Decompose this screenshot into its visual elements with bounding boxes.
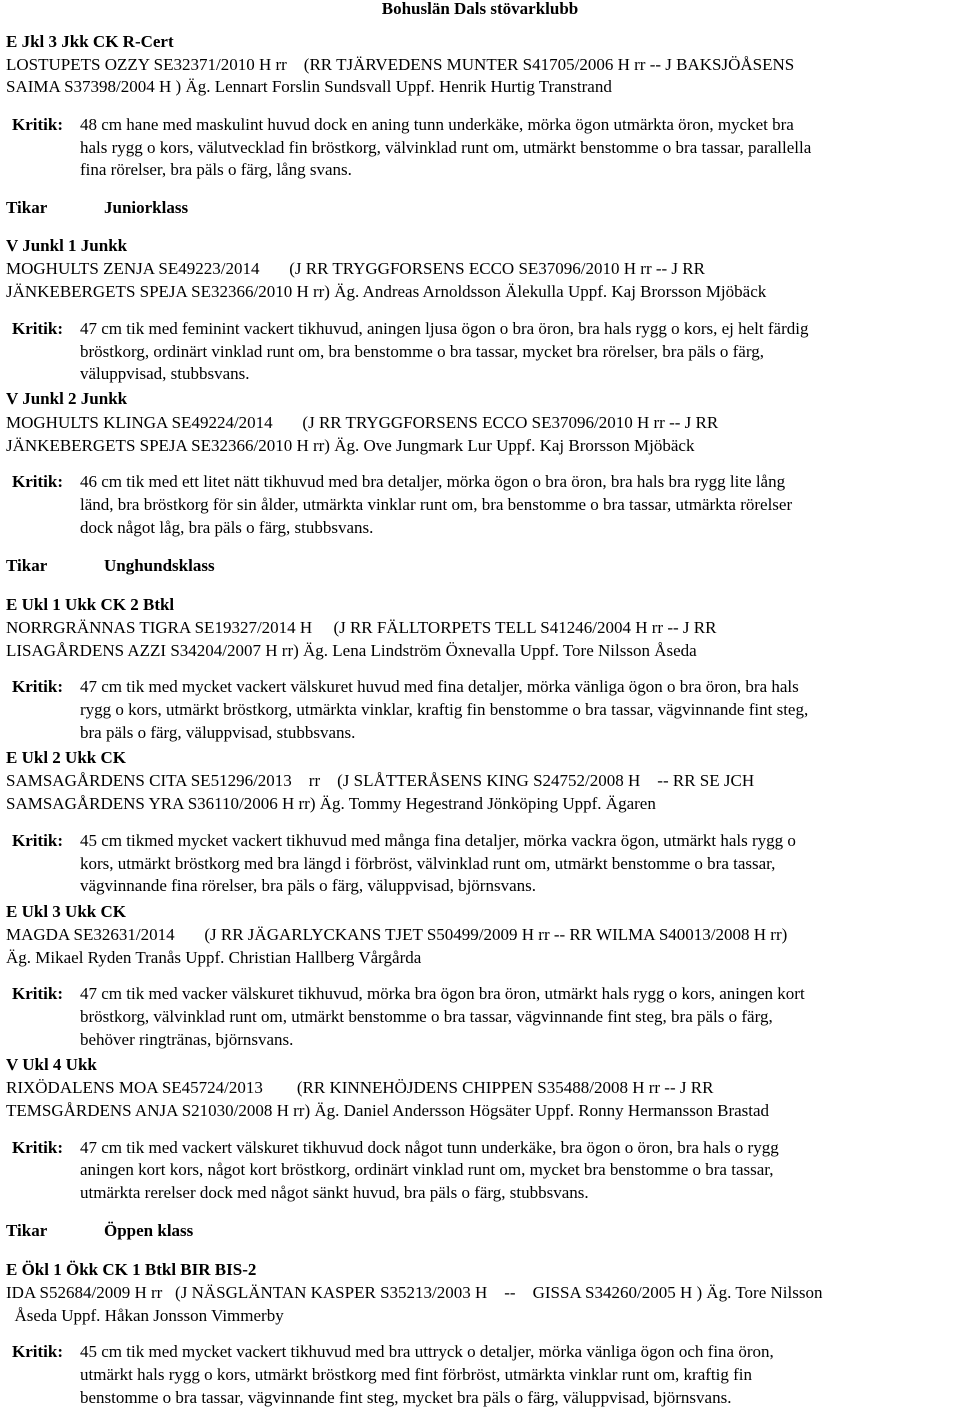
entry-award: V Junkl 1 Junkk bbox=[6, 236, 128, 255]
section-title: Öppen klass bbox=[104, 1221, 194, 1240]
entry-pedigree-line: SAMSAGÅRDENS CITA SE51296/2013 rr (J SLÅTTERÅSENS KING S24752/2008 H -- RR SE JCH bbox=[6, 771, 755, 790]
entry-pedigree-line: LOSTUPETS OZZY SE32371/2010 H rr (RR TJÄRVEDENS MUNTER S41705/2006 H rr -- J BAKSJÖÅSENS bbox=[6, 55, 795, 74]
entry-award: E Ukl 1 Ukk CK 2 Btkl bbox=[6, 595, 175, 614]
kritik-label: Kritik: bbox=[12, 1138, 63, 1157]
entry-pedigree-line: LISAGÅRDENS AZZI S34204/2007 H rr) Äg. Lena Lindström Öxnevalla Uppf. Tore Nilsson Åseda bbox=[6, 641, 697, 660]
kritik-line: utmärkt hals rygg o kors, utmärkt bröstkorg med fint förbröst, utmärkta vinklar runt om, kraftig fin bbox=[80, 1365, 753, 1384]
entry-pedigree-line: MAGDA SE32631/2014 (J RR JÄGARLYCKANS TJET S50499/2009 H rr -- RR WILMA S40013/2008 H rr) bbox=[6, 925, 788, 944]
kritik-label: Kritik: bbox=[12, 677, 63, 696]
section-label: Tikar bbox=[6, 1221, 48, 1240]
entry-award: E Ökl 1 Ökk CK 1 Btkl BIR BIS-2 bbox=[6, 1260, 257, 1279]
kritik-label: Kritik: bbox=[12, 472, 63, 491]
entry-award: E Jkl 3 Jkk CK R-Cert bbox=[6, 32, 174, 51]
entry-pedigree-line: TEMSGÅRDENS ANJA S21030/2008 H rr) Äg. Daniel Andersson Högsäter Uppf. Ronny Hermansson Brastad bbox=[6, 1101, 770, 1120]
kritik-line: 45 cm tikmed mycket vackert tikhuvud med många fina detaljer, mörka vackra ögon, utmärkt hals rygg o bbox=[80, 831, 796, 850]
kritik-line: hals rygg o kors, välutvecklad fin bröstkorg, välvinklad runt om, utmärkt benstomme o bra tassar, parallella bbox=[80, 138, 812, 157]
kritik-line: fina rörelser, bra päls o färg, lång svans. bbox=[80, 160, 352, 179]
entry-pedigree-line: MOGHULTS KLINGA SE49224/2014 (J RR TRYGGFORSENS ECCO SE37096/2010 H rr -- J RR bbox=[6, 413, 719, 432]
kritik-line: väluppvisad, stubbsvans. bbox=[80, 364, 250, 383]
entry-pedigree-line: NORRGRÄNNAS TIGRA SE19327/2014 H (J RR FÄLLTORPETS TELL S41246/2004 H rr -- J RR bbox=[6, 618, 717, 637]
kritik-line: 46 cm tik med ett litet nätt tikhuvud med bra detaljer, mörka ögon o bra öron, bra hals bra rygg lite lång bbox=[80, 472, 786, 491]
kritik-line: bröstkorg, välvinklad runt om, utmärkt benstomme o bra tassar, vägvinnande fint steg, bra päls o färg, bbox=[80, 1007, 773, 1026]
entry-award: E Ukl 3 Ukk CK bbox=[6, 902, 126, 921]
entry-award: E Ukl 2 Ukk CK bbox=[6, 748, 126, 767]
entry-award: V Ukl 4 Ukk bbox=[6, 1055, 97, 1074]
kritik-line: benstomme o bra tassar, vägvinnande fint steg, mycket bra päls o färg, väluppvisad, björnsvans. bbox=[80, 1388, 732, 1407]
kritik-label: Kritik: bbox=[12, 1342, 63, 1361]
kritik-label: Kritik: bbox=[12, 831, 63, 850]
kritik-line: rygg o kors, utmärkt bröstkorg, utmärkta vinklar, kraftig fin benstomme o bra tassar, vägvinnande fint steg, bbox=[80, 700, 809, 719]
kritik-line: bra päls o färg, väluppvisad, stubbsvans. bbox=[80, 723, 356, 742]
entry-pedigree-line: MOGHULTS ZENJA SE49223/2014 (J RR TRYGGFORSENS ECCO SE37096/2010 H rr -- J RR bbox=[6, 259, 705, 278]
kritik-label: Kritik: bbox=[12, 319, 63, 338]
entry-pedigree-line: Åseda Uppf. Håkan Jonsson Vimmerby bbox=[6, 1306, 284, 1325]
section-label: Tikar bbox=[6, 556, 48, 575]
kritik-line: 47 cm tik med mycket vackert välskuret huvud med fina detaljer, mörka vänliga ögon o bra öron, bra hals bbox=[80, 677, 799, 696]
entry-pedigree-line: JÄNKEBERGETS SPEJA SE32366/2010 H rr) Äg. Ove Jungmark Lur Uppf. Kaj Brorsson Mjöbäck bbox=[6, 436, 695, 455]
entry-award: V Junkl 2 Junkk bbox=[6, 389, 128, 408]
kritik-line: dock något låg, bra päls o färg, stubbsvans. bbox=[80, 518, 374, 537]
entry-pedigree-line: SAMSAGÅRDENS YRA S36110/2006 H rr) Äg. Tommy Hegestrand Jönköping Uppf. Ägaren bbox=[6, 794, 656, 813]
section-label: Tikar bbox=[6, 198, 48, 217]
kritik-line: vägvinnande fina rörelser, bra päls o färg, väluppvisad, björnsvans. bbox=[80, 876, 536, 895]
kritik-line: bröstkorg, ordinärt vinklad runt om, bra benstomme o bra tassar, mycket bra rörelser, bra päls o färg, bbox=[80, 342, 764, 361]
kritik-line: utmärkta rerelser dock med något sänkt huvud, bra päls o färg, stubbsvans. bbox=[80, 1183, 589, 1202]
club-title: Bohuslän Dals stövarklubb bbox=[381, 0, 579, 18]
entry-pedigree-line: JÄNKEBERGETS SPEJA SE32366/2010 H rr) Äg. Andreas Arnoldsson Älekulla Uppf. Kaj Brorsson Mjöbäck bbox=[6, 282, 767, 301]
kritik-line: aningen kort kors, något kort bröstkorg, ordinärt vinklad runt om, mycket bra benstomme o bra tassar, bbox=[80, 1160, 774, 1179]
kritik-label: Kritik: bbox=[12, 984, 63, 1003]
kritik-line: 48 cm hane med maskulint huvud dock en aning tunn underkäke, mörka ögon utmärkta öron, mycket bra bbox=[80, 115, 794, 134]
section-title: Juniorklass bbox=[104, 198, 189, 217]
kritik-line: 47 cm tik med feminint vackert tikhuvud, aningen ljusa ögon o bra öron, bra hals rygg o kors, ej helt färdig bbox=[80, 319, 809, 338]
kritik-line: 47 cm tik med vackert välskuret tikhuvud dock något tunn underkäke, bra ögon o öron, bra hals o rygg bbox=[80, 1138, 779, 1157]
entry-pedigree-line: Äg. Mikael Ryden Tranås Uppf. Christian Hallberg Vårgårda bbox=[6, 948, 422, 967]
kritik-line: kors, utmärkt bröstkorg med bra längd i förbröst, välvinklad runt om, utmärkt benstomme o bra tassar, bbox=[80, 854, 776, 873]
entry-pedigree-line: SAIMA S37398/2004 H ) Äg. Lennart Forslin Sundsvall Uppf. Henrik Hurtig Transtrand bbox=[6, 77, 612, 96]
kritik-line: 45 cm tik med mycket vackert tikhuvud med bra uttryck o detaljer, mörka vänliga ögon och fina öron, bbox=[80, 1342, 774, 1361]
kritik-line: behöver ringtränas, björnsvans. bbox=[80, 1030, 294, 1049]
kritik-line: 47 cm tik med vacker välskuret tikhuvud, mörka bra ögon bra öron, utmärkt hals rygg o kors, aningen kort bbox=[80, 984, 805, 1003]
entry-pedigree-line: IDA S52684/2009 H rr (J NÄSGLÄNTAN KASPER S35213/2003 H -- GISSA S34260/2005 H ) Äg. Tore Nilsson bbox=[6, 1283, 823, 1302]
entry-pedigree-line: RIXÖDALENS MOA SE45724/2013 (RR KINNEHÖJDENS CHIPPEN S35488/2008 H rr -- J RR bbox=[6, 1078, 714, 1097]
kritik-label: Kritik: bbox=[12, 115, 63, 134]
section-title: Unghundsklass bbox=[104, 556, 215, 575]
kritik-line: länd, bra bröstkorg för sin ålder, utmärkta vinklar runt om, bra benstomme o bra tassar, utmärkta rörelser bbox=[80, 495, 793, 514]
